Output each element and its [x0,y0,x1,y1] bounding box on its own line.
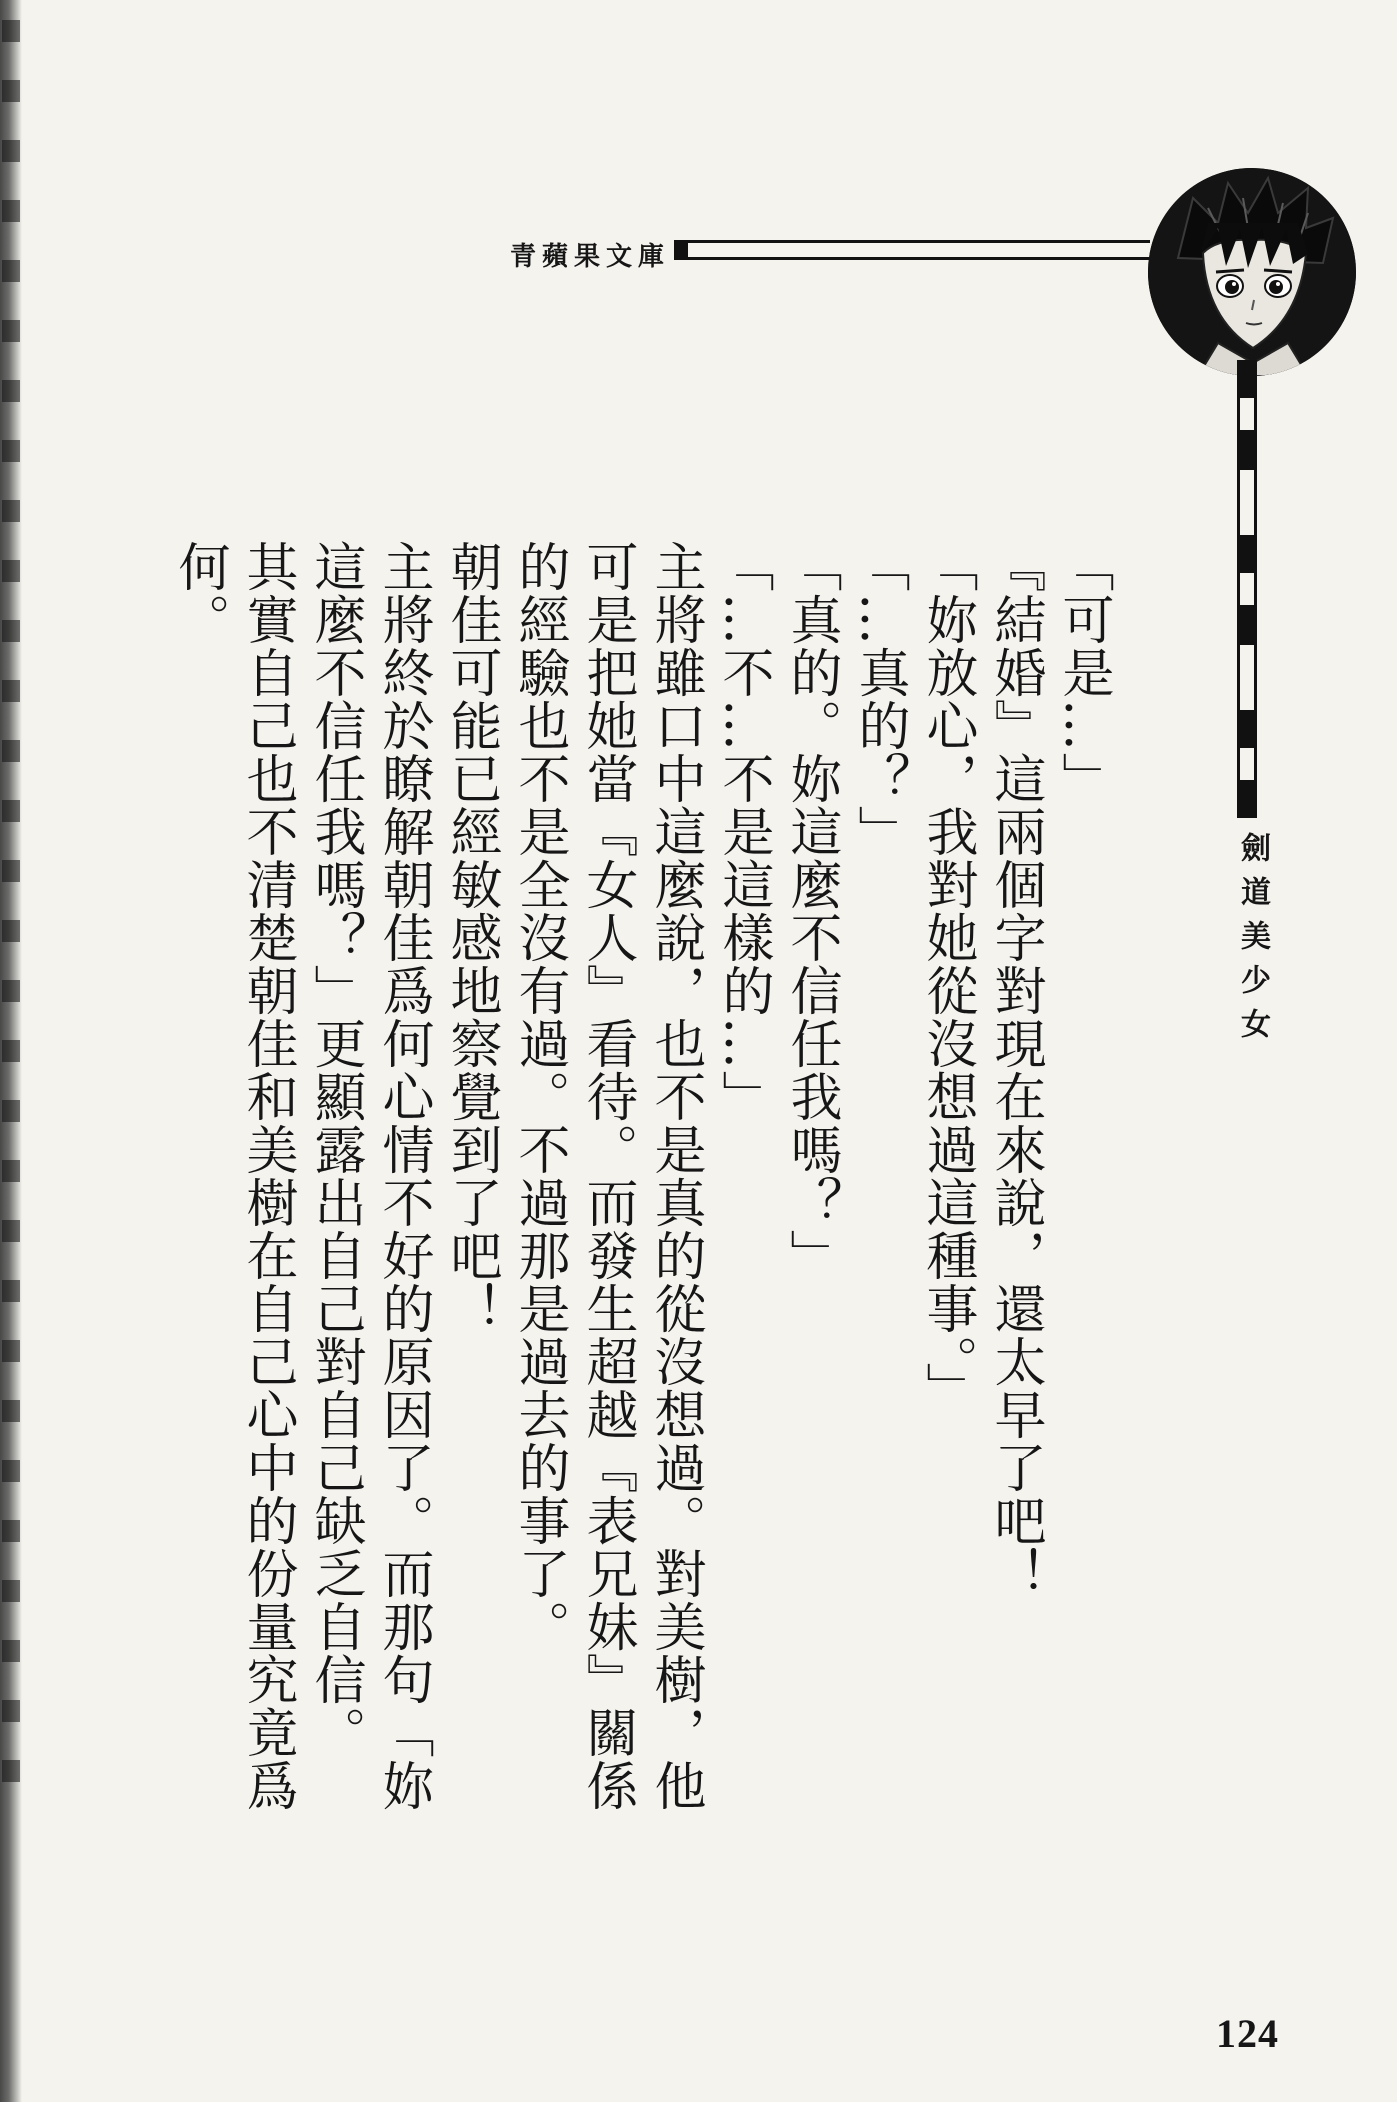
series-title: 青蘋果文庫 [510,242,671,272]
paragraph: 「可是…」 [1053,540,1113,805]
paragraph: 朝佳可能已經敏感地察覺到了吧！ [441,540,501,1335]
paragraph: 其實自己也不清楚朝佳和美樹在自己心中的份量究竟爲何。 [169,540,297,1812]
paragraph: 主將雖口中這麼說，也不是真的從沒想過。對美樹，他可是把她當『女人』看待。而發生超越『表兄妹』關係的經驗也不是全沒有過。不過那是過去的事了。 [509,540,705,1812]
paragraph: 主將終於瞭解朝佳爲何心情不好的原因了。而那句「妳這麼不信任我嗎？」更顯露出自己對自己缺乏自信。 [305,540,433,1812]
body-text [165,540,1117,1840]
vertical-rule [1237,360,1257,812]
bleed-through-marks [2,20,20,1820]
paragraph: 『結婚』這兩個字對現在來說，還太早了吧！ [985,540,1045,1600]
paragraph: 「…不…不是這樣的…」 [713,540,773,1123]
book-title: 劍道美少女 [1235,832,1270,1052]
paragraph: 「妳放心，我對她從沒想過這種事。」 [917,540,977,1415]
character-portrait-icon [1148,168,1356,376]
paragraph: 「真的。妳這麼不信任我嗎？」 [781,540,841,1282]
header-rule [680,240,1150,260]
page-number: 124 [1216,2011,1279,2056]
paragraph: 「…真的？」 [849,540,909,858]
